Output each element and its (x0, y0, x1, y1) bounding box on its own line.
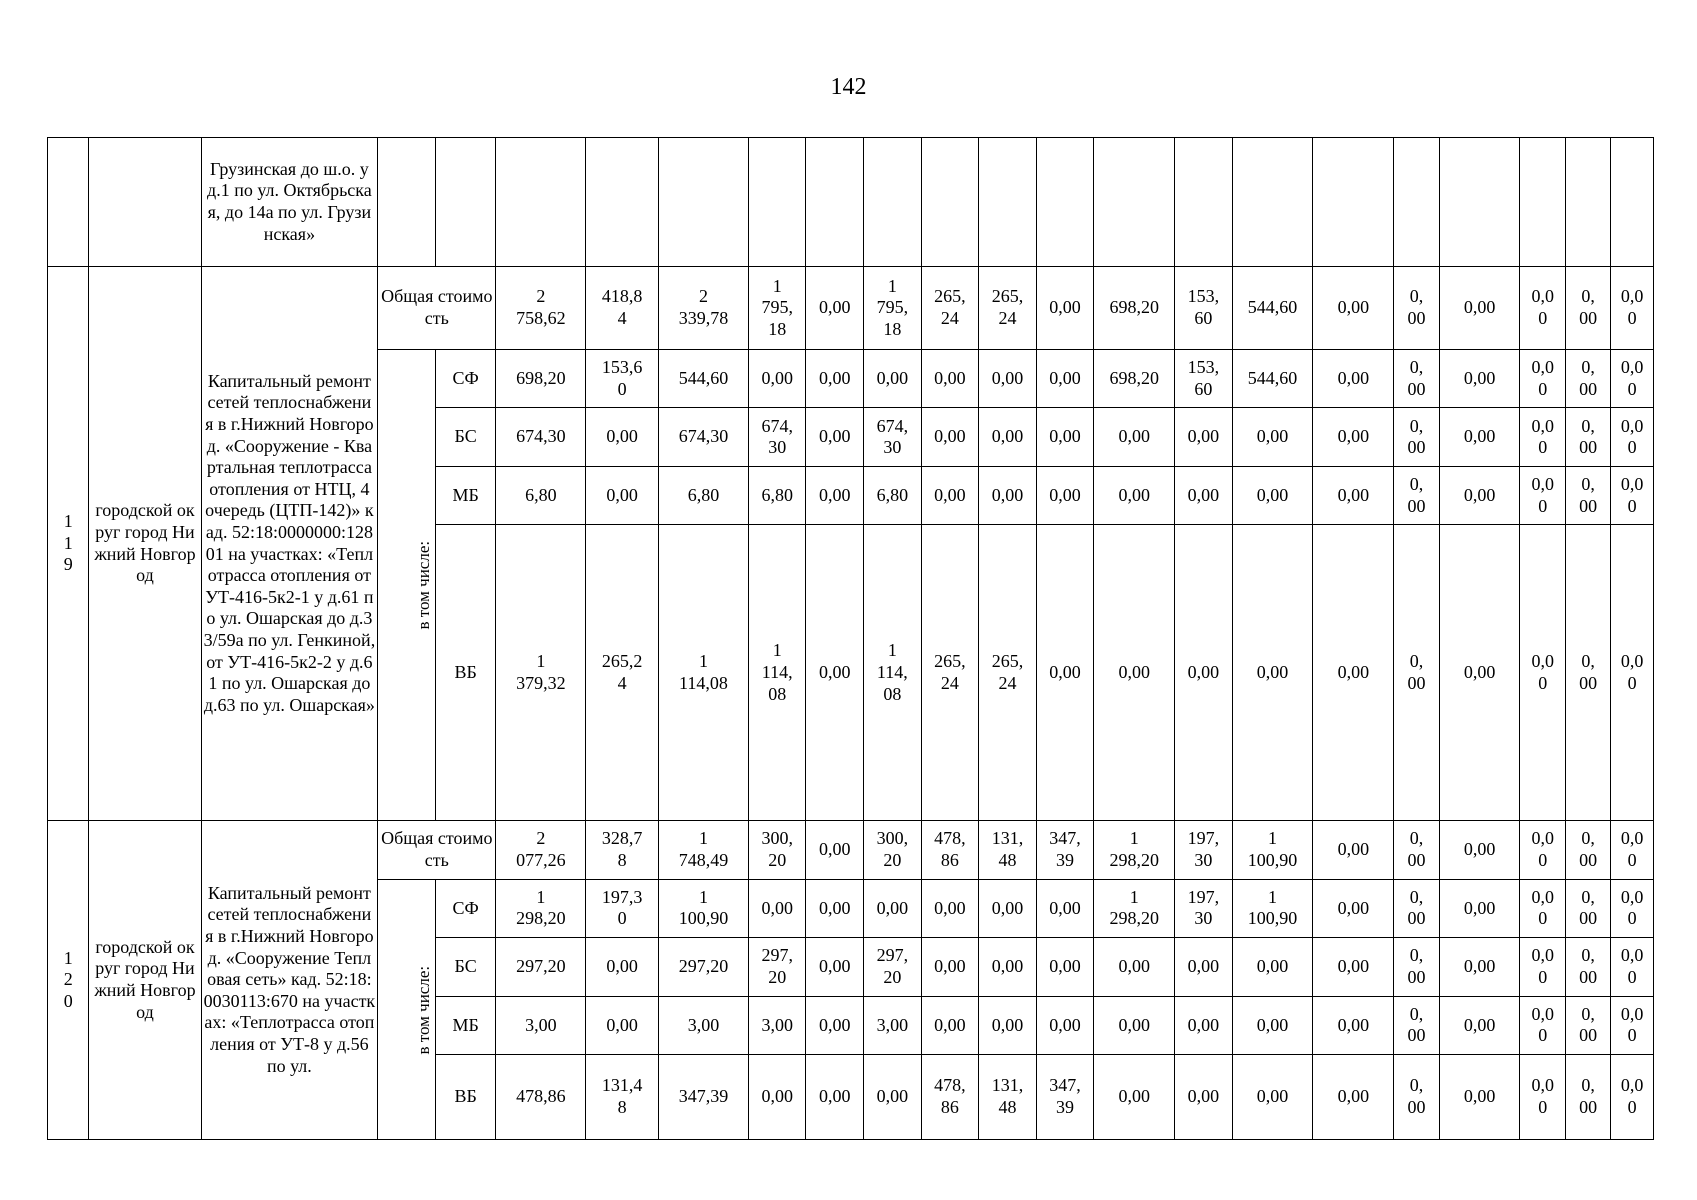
empty-cell (1036, 138, 1094, 267)
row-number: 1 1 9 (48, 267, 89, 821)
value-cell: 0,00 (1232, 1055, 1313, 1140)
value-cell: 1 795, 18 (748, 267, 806, 350)
value-cell: 0,00 (1313, 938, 1394, 997)
value-cell: 0,0 0 (1611, 996, 1654, 1055)
value-cell: 674,30 (496, 408, 586, 467)
value-cell: 265, 24 (921, 267, 979, 350)
value-cell: 0,00 (1313, 349, 1394, 408)
value-cell: 265, 24 (979, 267, 1037, 350)
value-cell: 0, 00 (1394, 938, 1439, 997)
value-cell: 0, 00 (1565, 349, 1610, 408)
num-cell (48, 138, 89, 267)
empty-cell (1439, 138, 1520, 267)
value-cell: 674, 30 (748, 408, 806, 467)
value-cell: 0,00 (806, 821, 864, 880)
value-cell: 1 100,90 (1232, 879, 1313, 938)
value-cell: 328,7 8 (586, 821, 659, 880)
source-label: МБ (435, 466, 496, 525)
value-cell: 0,00 (1094, 938, 1175, 997)
including-label: в том числе: (414, 541, 434, 630)
value-cell: 0,0 0 (1611, 349, 1654, 408)
value-cell: 131, 48 (979, 1055, 1037, 1140)
value-cell: 297, 20 (864, 938, 922, 997)
value-cell: 0,00 (1439, 525, 1520, 821)
value-cell: 0,00 (921, 996, 979, 1055)
value-cell: 131, 48 (979, 821, 1037, 880)
value-cell: 347, 39 (1036, 821, 1094, 880)
value-cell: 0, 00 (1565, 821, 1610, 880)
value-cell: 3,00 (496, 996, 586, 1055)
value-cell: 265, 24 (979, 525, 1037, 821)
value-cell: 0,00 (1232, 938, 1313, 997)
empty-cell (1520, 138, 1565, 267)
value-cell: 0,00 (806, 525, 864, 821)
value-cell: 6,80 (864, 466, 922, 525)
value-cell: 674, 30 (864, 408, 922, 467)
value-cell: 0,00 (1439, 466, 1520, 525)
value-cell: 1 298,20 (1094, 821, 1175, 880)
value-cell: 0,00 (1232, 466, 1313, 525)
value-cell: 6,80 (496, 466, 586, 525)
value-cell: 0,00 (586, 938, 659, 997)
empty-cell (1175, 138, 1233, 267)
value-cell: 0, 00 (1565, 1055, 1610, 1140)
value-cell: 0,0 0 (1520, 349, 1565, 408)
value-cell: 0,00 (1036, 938, 1094, 997)
value-cell: 0,00 (806, 879, 864, 938)
empty-cell (806, 138, 864, 267)
value-cell: 0, 00 (1394, 349, 1439, 408)
value-cell: 0,00 (1175, 996, 1233, 1055)
value-cell: 0,00 (748, 349, 806, 408)
total-label: Общая стоимость (378, 267, 496, 350)
value-cell: 0,00 (1313, 408, 1394, 467)
value-cell: 2 339,78 (659, 267, 749, 350)
value-cell: 0,00 (806, 996, 864, 1055)
value-cell: 0, 00 (1394, 408, 1439, 467)
value-cell: 0,00 (1313, 879, 1394, 938)
value-cell: 0, 00 (1394, 525, 1439, 821)
value-cell: 3,00 (864, 996, 922, 1055)
value-cell: 0,00 (1439, 879, 1520, 938)
value-cell: 0,00 (921, 349, 979, 408)
page-number: 142 (830, 74, 867, 100)
value-cell: 0,00 (921, 938, 979, 997)
value-cell: 0, 00 (1565, 525, 1610, 821)
empty-cell (1094, 138, 1175, 267)
value-cell: 0,00 (1313, 1055, 1394, 1140)
value-cell: 0,00 (1036, 267, 1094, 350)
value-cell: 6,80 (659, 466, 749, 525)
value-cell: 0,00 (979, 938, 1037, 997)
value-cell: 0,00 (1313, 525, 1394, 821)
value-cell: 0,00 (979, 466, 1037, 525)
value-cell: 0,00 (1439, 349, 1520, 408)
project-description: Капитальный ремонт сетей теплоснабжения в г.Нижний Новгород. «Сооружение - Квартальная теплотрасса отопления от НТЦ, 4 очередь (ЦТП-142)» кад. 52:18:0000000:12801 на участках: «Теплотрасса отопления от УТ-416-5к2-1 у д.61 по ул. Ошарская до д.33/59а по ул. Генкиной, от УТ-416-5к2-2 у д.61 по ул. Ошарская до д.63 по ул. Ошарская» (201, 267, 378, 821)
value-cell: 0,0 0 (1611, 938, 1654, 997)
value-cell: 300, 20 (748, 821, 806, 880)
value-cell: 0,00 (1175, 466, 1233, 525)
value-cell: 1 100,90 (659, 879, 749, 938)
value-cell: 0,00 (586, 996, 659, 1055)
value-cell: 0, 00 (1565, 466, 1610, 525)
value-cell: 0,00 (979, 879, 1037, 938)
value-cell: 0, 00 (1394, 996, 1439, 1055)
empty-cell (921, 138, 979, 267)
value-cell: 0,0 0 (1520, 525, 1565, 821)
value-cell: 0,0 0 (1611, 821, 1654, 880)
value-cell: 0,00 (806, 267, 864, 350)
value-cell: 0,0 0 (1520, 879, 1565, 938)
source-label: ВБ (435, 1055, 496, 1140)
value-cell: 0,00 (921, 879, 979, 938)
value-cell: 265,2 4 (586, 525, 659, 821)
value-cell: 0,00 (806, 938, 864, 997)
value-cell: 0, 00 (1565, 938, 1610, 997)
value-cell: 0, 00 (1394, 821, 1439, 880)
value-cell: 2 758,62 (496, 267, 586, 350)
value-cell: 0,0 0 (1611, 525, 1654, 821)
value-cell: 0,00 (979, 408, 1037, 467)
value-cell: 0,00 (1094, 1055, 1175, 1140)
empty-cell (435, 138, 496, 267)
value-cell: 478, 86 (921, 1055, 979, 1140)
empty-cell (864, 138, 922, 267)
total-row (48, 267, 1654, 350)
financing-table (47, 137, 1654, 1140)
value-cell: 0,00 (1036, 408, 1094, 467)
value-cell: 0,00 (1036, 349, 1094, 408)
value-cell: 6,80 (748, 466, 806, 525)
empty-cell (496, 138, 586, 267)
empty-cell (1394, 138, 1439, 267)
value-cell: 0,00 (1094, 996, 1175, 1055)
value-cell: 0, 00 (1565, 879, 1610, 938)
municipality: городской округ город Нижний Новгород (89, 267, 201, 821)
value-cell: 297, 20 (748, 938, 806, 997)
value-cell: 0,0 0 (1520, 267, 1565, 350)
value-cell: 1 114, 08 (864, 525, 922, 821)
value-cell: 478,86 (496, 1055, 586, 1140)
value-cell: 478, 86 (921, 821, 979, 880)
value-cell: 0,00 (1094, 466, 1175, 525)
source-label: МБ (435, 996, 496, 1055)
value-cell: 0,0 0 (1520, 821, 1565, 880)
value-cell: 0,00 (586, 408, 659, 467)
value-cell: 0,00 (979, 349, 1037, 408)
value-cell: 0,00 (1439, 408, 1520, 467)
value-cell: 0,00 (748, 879, 806, 938)
value-cell: 265, 24 (921, 525, 979, 821)
empty-cell (1232, 138, 1313, 267)
value-cell: 0,00 (1175, 1055, 1233, 1140)
value-cell: 297,20 (496, 938, 586, 997)
value-cell: 0,00 (1313, 267, 1394, 350)
empty-cell (1313, 138, 1394, 267)
value-cell: 0, 00 (1394, 879, 1439, 938)
value-cell: 0, 00 (1565, 408, 1610, 467)
source-label: БС (435, 408, 496, 467)
value-cell: 297,20 (659, 938, 749, 997)
value-cell: 0, 00 (1565, 996, 1610, 1055)
value-cell: 0,00 (979, 996, 1037, 1055)
value-cell: 0,00 (1094, 408, 1175, 467)
including-label-cell (378, 879, 436, 1139)
value-cell: 0,00 (1439, 938, 1520, 997)
value-cell: 0,00 (864, 349, 922, 408)
value-cell: 3,00 (748, 996, 806, 1055)
value-cell: 2 077,26 (496, 821, 586, 880)
value-cell: 698,20 (1094, 267, 1175, 350)
value-cell: 0,0 0 (1611, 466, 1654, 525)
value-cell: 0,00 (748, 1055, 806, 1140)
value-cell: 0, 00 (1394, 1055, 1439, 1140)
empty-cell (979, 138, 1037, 267)
value-cell: 0,00 (1036, 996, 1094, 1055)
value-cell: 674,30 (659, 408, 749, 467)
value-cell: 0,0 0 (1611, 879, 1654, 938)
value-cell: 544,60 (1232, 267, 1313, 350)
empty-cell (1565, 138, 1610, 267)
value-cell: 0,00 (1232, 996, 1313, 1055)
value-cell: 197,3 0 (586, 879, 659, 938)
source-label: СФ (435, 349, 496, 408)
value-cell: 698,20 (496, 349, 586, 408)
value-cell: 153,6 0 (586, 349, 659, 408)
value-cell: 0,00 (806, 1055, 864, 1140)
value-cell: 131,4 8 (586, 1055, 659, 1140)
value-cell: 0,0 0 (1611, 1055, 1654, 1140)
value-cell: 1 114,08 (659, 525, 749, 821)
value-cell: 0,00 (806, 466, 864, 525)
value-cell: 0,00 (1036, 466, 1094, 525)
value-cell: 1 795, 18 (864, 267, 922, 350)
value-cell: 544,60 (659, 349, 749, 408)
value-cell: 0,00 (1439, 267, 1520, 350)
including-label: в том числе: (414, 965, 434, 1055)
value-cell: 153, 60 (1175, 349, 1233, 408)
municipality-cell (89, 138, 201, 267)
value-cell: 0,0 0 (1520, 996, 1565, 1055)
source-label: СФ (435, 879, 496, 938)
value-cell: 0,00 (1232, 408, 1313, 467)
empty-cell (586, 138, 659, 267)
value-cell: 0,0 0 (1520, 466, 1565, 525)
value-cell: 698,20 (1094, 349, 1175, 408)
value-cell: 0,00 (806, 349, 864, 408)
empty-cell (1611, 138, 1654, 267)
value-cell: 0,00 (1175, 525, 1233, 821)
value-cell: 0,00 (806, 408, 864, 467)
value-cell: 0,00 (921, 408, 979, 467)
value-cell: 0,0 0 (1520, 1055, 1565, 1140)
value-cell: 153, 60 (1175, 267, 1233, 350)
municipality: городской округ город Нижний Новгород (89, 821, 201, 1140)
value-cell: 1 748,49 (659, 821, 749, 880)
source-label: ВБ (435, 525, 496, 821)
value-cell: 0,00 (1313, 821, 1394, 880)
empty-cell (659, 138, 749, 267)
value-cell: 0,00 (1439, 821, 1520, 880)
value-cell: 0,00 (586, 466, 659, 525)
project-description: Капитальный ремонт сетей теплоснабжения в г.Нижний Новгород. «Сооружение Тепловая сеть» кад. 52:18:0030113:670 на участках: «Теплотрасса отопления от УТ-8 у д.56 по ул. (201, 821, 378, 1140)
value-cell: 1 114, 08 (748, 525, 806, 821)
source-label: БС (435, 938, 496, 997)
value-cell: 0,0 0 (1520, 408, 1565, 467)
value-cell: 0,00 (1313, 466, 1394, 525)
value-cell: 0,00 (1439, 1055, 1520, 1140)
description-cell: Грузинская до ш.о. у д.1 по ул. Октябрьская, до 14а по ул. Грузинская» (201, 138, 378, 267)
value-cell: 347, 39 (1036, 1055, 1094, 1140)
empty-cell (378, 138, 436, 267)
value-cell: 0,00 (1439, 996, 1520, 1055)
value-cell: 0,0 0 (1520, 938, 1565, 997)
value-cell: 1 298,20 (1094, 879, 1175, 938)
value-cell: 418,8 4 (586, 267, 659, 350)
value-cell: 0,00 (921, 466, 979, 525)
total-row (48, 821, 1654, 880)
value-cell: 197, 30 (1175, 879, 1233, 938)
value-cell: 0,00 (1175, 938, 1233, 997)
total-label: Общая стоимость (378, 821, 496, 880)
value-cell: 0,0 0 (1611, 267, 1654, 350)
value-cell: 0,0 0 (1611, 408, 1654, 467)
value-cell: 544,60 (1232, 349, 1313, 408)
value-cell: 1 100,90 (1232, 821, 1313, 880)
value-cell: 0,00 (1036, 879, 1094, 938)
value-cell: 1 379,32 (496, 525, 586, 821)
value-cell: 0, 00 (1394, 466, 1439, 525)
including-label-cell (378, 349, 436, 820)
value-cell: 0,00 (1175, 408, 1233, 467)
row-number: 1 2 0 (48, 821, 89, 1140)
value-cell: 0,00 (1232, 525, 1313, 821)
value-cell: 347,39 (659, 1055, 749, 1140)
value-cell: 0, 00 (1394, 267, 1439, 350)
value-cell: 300, 20 (864, 821, 922, 880)
value-cell: 3,00 (659, 996, 749, 1055)
value-cell: 0,00 (1313, 996, 1394, 1055)
empty-cell (748, 138, 806, 267)
value-cell: 0, 00 (1565, 267, 1610, 350)
value-cell: 0,00 (1094, 525, 1175, 821)
value-cell: 197, 30 (1175, 821, 1233, 880)
value-cell: 1 298,20 (496, 879, 586, 938)
value-cell: 0,00 (1036, 525, 1094, 821)
value-cell: 0,00 (864, 879, 922, 938)
continuation-row (48, 138, 1654, 267)
value-cell: 0,00 (864, 1055, 922, 1140)
